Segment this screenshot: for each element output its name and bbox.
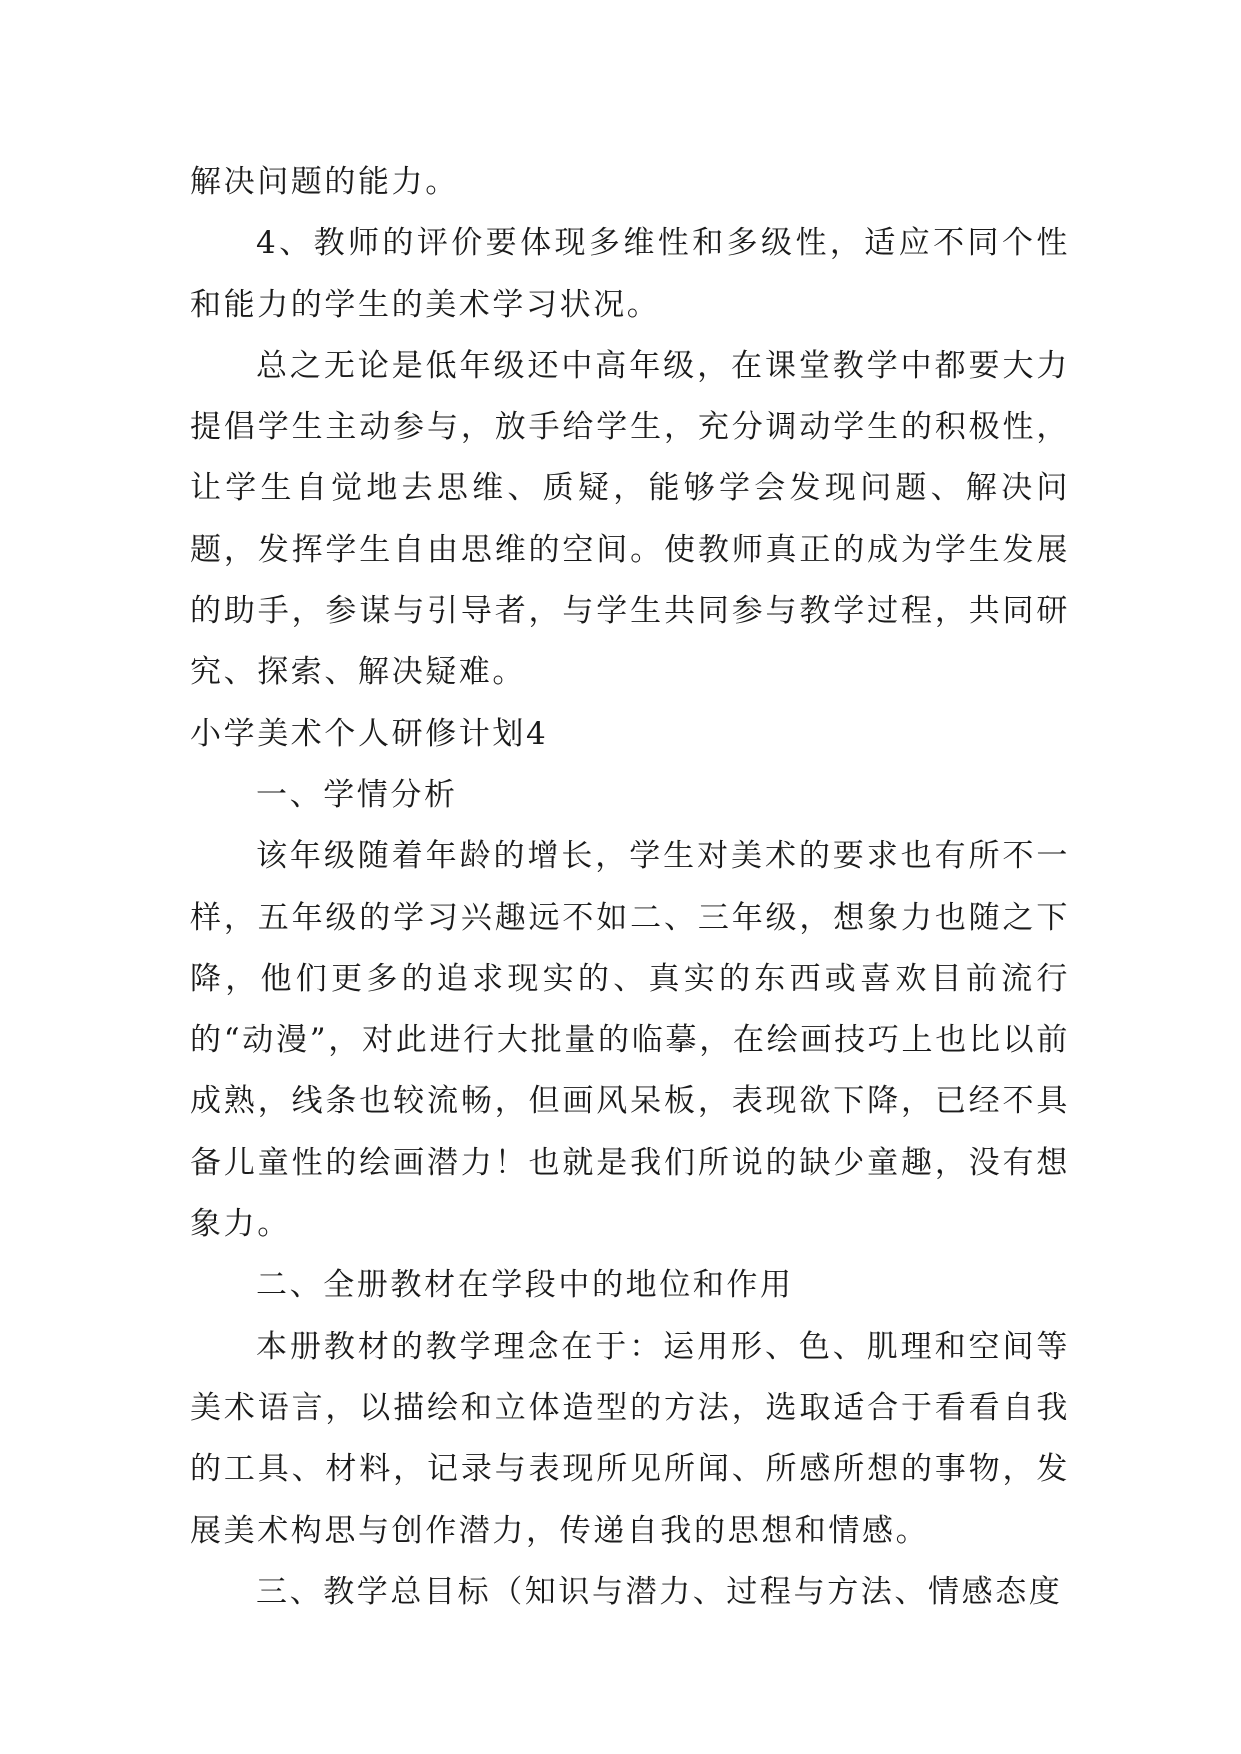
paragraph-continuation: 解决问题的能力。 [190, 164, 459, 200]
document-body [190, 152, 1070, 1623]
paragraph-student-analysis: 该年级随着年龄的增长，学生对美术的要求也有所不一样，五年级的学习兴趣远不如二、三年级，想象力也随之下降，他们更多的追求现实的、真实的东西或喜欢目前流行的“动漫”，对此进行大批量的临摹，在绘画技巧上也比以前成熟，线条也较流畅，但画风呆板，表现欲下降，已经不具备儿童性的绘画潜力！也就是我们所说的缺少童趣，没有想象力。 [190, 838, 1070, 1243]
subheading-textbook-role: 二、全册教材在学段中的地位和作用 [256, 1267, 794, 1304]
paragraph-summary: 总之无论是低年级还中高年级，在课堂教学中都要大力提倡学生主动参与，放手给学生，充分调动学生的积极性，让学生自觉地去思维、质疑，能够学会发现问题、解决问题，发挥学生自由思维的空间。使教师真正的成为学生发展的助手，参谋与引导者，与学生共同参与教学过程，共同研究、探索、解决疑难。 [190, 347, 1070, 691]
subheading-student-analysis: 一、学情分析 [256, 776, 458, 813]
section-title-plan-4: 小学美术个人研修计划4 [190, 715, 549, 752]
subheading-teaching-goals: 三、教学总目标（知识与潜力、过程与方法、情感态度 [256, 1573, 1063, 1610]
paragraph-textbook-role: 本册教材的教学理念在于：运用形、色、肌理和空间等美术语言，以描绘和立体造型的方法，选取适合于看看自我的工具、材料，记录与表现所见所闻、所感所想的事物，发展美术构思与创作潜力，传递自我的思想和情感。 [190, 1328, 1070, 1549]
paragraph-evaluation-point-4: 4、教师的评价要体现多维性和多级性，适应不同个性和能力的学生的美术学习状况。 [190, 225, 1070, 323]
